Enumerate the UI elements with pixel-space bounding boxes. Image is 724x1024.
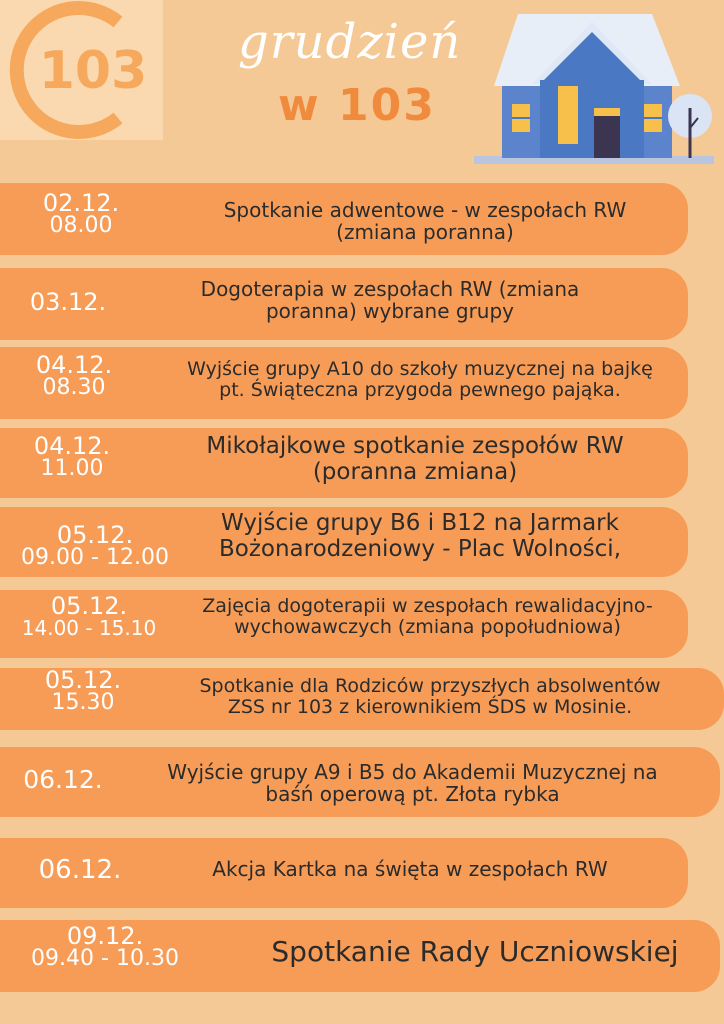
logo-c-icon [0,0,163,140]
event-item [0,747,720,817]
event-date-time: 11.00 [40,456,104,482]
event-description-line: Bożonarodzeniowy - Plac Wolności, [218,535,622,562]
event-description [175,199,675,244]
event-description-line: Spotkanie dla Rodziców przyszłych absolwentów [199,675,661,697]
event-description-line: pt. Świąteczna przygoda pewnego pająka. [219,379,621,402]
event-item [0,838,688,908]
event-item [0,920,720,992]
event-item [0,590,688,658]
event-date-day: 06.12. [38,855,122,886]
event-description-line: wychowawczych (zmiana popołudniowa) [234,616,621,639]
event-date [12,434,132,481]
event-description-line: baśń operową pt. Złota rybka [265,782,560,807]
event-description-line: Dogoterapia w zespołach RW (zmiana [200,277,580,301]
house-icon [474,8,714,170]
page-title: grudzień [238,14,462,70]
event-date-day: 05.12. [44,666,122,694]
event-date [8,668,158,715]
event-date [10,924,200,971]
event-date-time: 09.40 - 10.30 [31,946,179,972]
event-description-line: Spotkanie Rady Uczniowskiej [271,935,679,968]
event-description-line: Spotkanie adwentowe - w zespołach RW [223,198,627,222]
event-description [110,761,715,806]
event-item [0,268,688,340]
event-date-day: 09.12. [66,922,144,950]
event-description-line: Wyjście grupy B6 i B12 na Jarmark [221,510,619,536]
event-date-day: 05.12. [56,521,134,549]
event-description-line: Zajęcia dogoterapii w zespołach rewalidacyjno- [202,595,653,617]
event-description-line: (zmiana poranna) [336,220,514,245]
event-date-time: 15.30 [51,690,115,716]
event-description [160,278,620,323]
event-date [10,857,150,884]
event-date-day: 03.12. [29,287,107,316]
event-date-time: 08.00 [49,213,113,239]
event-description [150,676,710,719]
event-description-line: Wyjście grupy A10 do szkoły muzycznej na bajkę [187,358,653,380]
event-date [8,767,118,793]
event-description [150,858,670,880]
event-date [6,191,156,238]
event-date [8,287,128,316]
event-date [8,594,170,639]
event-description [170,511,670,563]
event-description-line: ZSS nr 103 z kierownikiem ŚDS w Mosinie. [227,696,633,719]
event-description [150,359,690,402]
logo-text: 103 [38,41,148,101]
event-date [10,523,180,570]
page-subtitle: w 103 [278,80,436,131]
event-description [155,596,700,639]
event-description [170,434,660,486]
event-item [0,347,688,419]
event-description-line: poranna) wybrane grupy [265,299,514,324]
event-description-line: (poranna zmiana) [312,458,518,485]
event-date-time: 09.00 - 12.00 [21,545,169,571]
event-date-day: 06.12. [23,765,103,794]
event-description-line: Akcja Kartka na święta w zespołach RW [212,857,608,881]
event-description [230,936,720,967]
event-date-time: 08.30 [42,375,106,401]
event-item [0,428,688,498]
event-date [14,353,134,400]
event-item [0,507,688,577]
event-date-day: 02.12. [42,189,120,217]
event-description-line: Mikołajkowe spotkanie zespołów RW [206,433,624,459]
event-item [0,183,688,255]
event-description-line: Wyjście grupy A9 i B5 do Akademii Muzycznej na [167,760,658,784]
event-date-day: 04.12. [35,351,113,379]
event-date-day: 04.12. [33,432,111,460]
event-date-day: 05.12. [50,592,128,620]
event-item [0,668,724,730]
logo [0,0,163,140]
event-date-time: 14.00 - 15.10 [21,616,157,641]
